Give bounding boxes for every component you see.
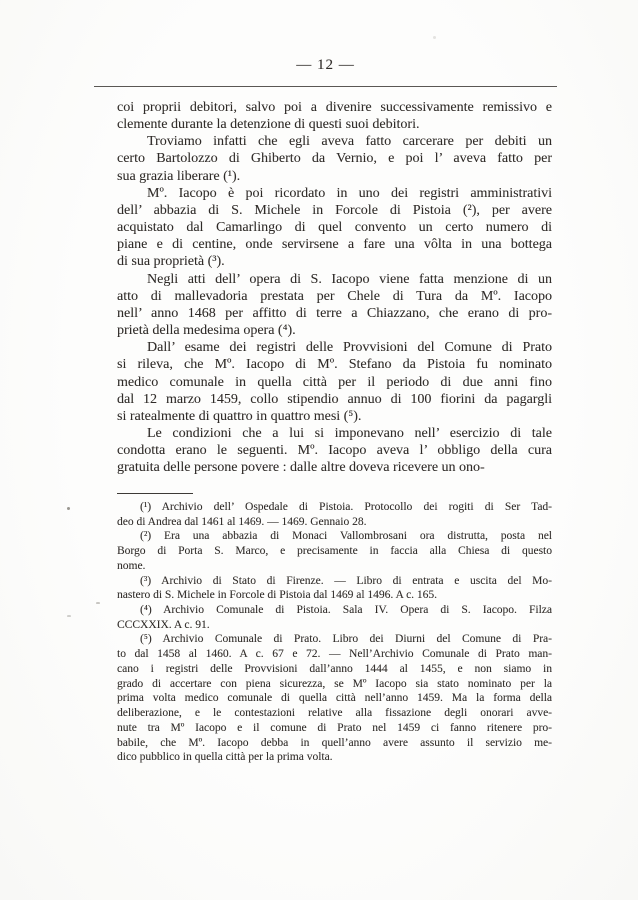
footnotes <box>117 500 552 765</box>
text-line: condotta erano le seguenti. Mº. Iacopo aveva l’ obbligo della cura <box>117 443 552 459</box>
text-line: nome. <box>117 559 146 572</box>
text-line: prietà della medesima opera (⁴). <box>117 323 296 339</box>
text-line: dico pubblico in quella città per la prima volta. <box>117 751 333 764</box>
text-line: Mº. Iacopo è poi ricordato in uno dei registri amministrativi <box>147 185 552 201</box>
scan-speckle <box>67 615 71 617</box>
text-line: dal 12 marzo 1459, collo stipendio annuo di 100 fiorini da pagargli <box>117 391 552 407</box>
text-line: Borgo di Porta S. Marco, e precisamente in faccia alla Chiesa di questo <box>117 545 552 558</box>
text-line: cano i registri delle Provvisioni dall’anno 1444 al 1455, e non siamo in <box>117 662 552 675</box>
text-line: CCCXXIX. A c. 91. <box>117 618 210 631</box>
text-line: (²) Era una abbazia di Monaci Vallombrosani ora distrutta, posta nel <box>140 530 552 543</box>
text-line: clemente durante la detenzione di questi suoi debitori. <box>117 117 420 133</box>
text-line: acquistato dal Camarlingo di quel convento un certo numero di <box>117 220 552 236</box>
text-line: medico comunale in quella città per il periodo di due anni fino <box>117 374 552 390</box>
footnote-divider <box>117 493 193 494</box>
body-text <box>117 99 552 476</box>
text-line: (⁴) Archivio Comunale di Pistoia. Sala IV. Opera di S. Iacopo. Filza <box>140 604 552 617</box>
scan-speckle <box>96 602 100 604</box>
text-line: dell’ abbazia di S. Michele in Forcole di Pistoia (²), per avere <box>117 202 552 218</box>
text-line: (¹) Archivio dell’ Ospedale di Pistoia. Protocollo dei rogiti di Ser Tad- <box>140 501 552 513</box>
text-line: Negli atti dell’ opera di S. Iacopo viene fatta menzione di un <box>147 271 552 287</box>
text-line: (⁵) Archivio Comunale di Prato. Libro dei Diurni del Comune di Pra- <box>140 633 552 646</box>
text-line: babile, che Mº. Iacopo debba in quell’anno avere assunto il servizio me- <box>117 736 552 749</box>
text-line: deliberazione, e le contestazioni relative alla fissazione degli onorari avve- <box>117 707 552 720</box>
text-line: Le condizioni che a lui si imponevano nell’ esercizio di tale <box>147 425 552 441</box>
text-line: coi proprii debitori, salvo poi a divenire successivamente remissivo e <box>117 100 552 115</box>
text-line: sua grazia liberare (¹). <box>117 168 241 184</box>
scan-speckle <box>67 507 70 510</box>
text-line: si rileva, che Mº. Iacopo di Mº. Stefano da Pistoia fu nominato <box>117 357 552 373</box>
scan-speckle <box>433 36 436 39</box>
text-line: (³) Archivio di Stato di Firenze. — Libro di entrata e uscita del Mo- <box>140 574 552 587</box>
text-line: piane e di centine, onde servirsene a fare una vôlta in una bottega <box>117 237 552 253</box>
text-line: prima volta medico comunale di quella città nell’anno 1459. Ma la forma della <box>117 692 552 705</box>
text-line: si ratealmente di quattro in quattro mesi (⁵). <box>117 408 362 424</box>
text-line: nell’ anno 1468 per affitto di terre a Chiazzano, che erano di pro- <box>117 305 552 321</box>
page-number: — 12 — <box>296 57 355 73</box>
header-rule <box>94 86 557 87</box>
text-line: nute tra Mº Iacopo e il comune di Prato nel 1459 ci fanno ritenere pro- <box>117 721 552 734</box>
text-line: nastero di S. Michele in Forcole di Pistoia dal 1469 al 1496. A c. 165. <box>117 589 438 602</box>
text-line: gratuita delle persone povere : dalle altre doveva ricevere un ono- <box>117 460 485 476</box>
text-line: certo Bartolozzo di Ghiberto da Vernio, e poi l’ aveva fatto per <box>117 151 552 167</box>
text-line: grado di accertare con piena sicurezza, se Mº Iacopo sia stato nominato per la <box>117 677 552 690</box>
text-line: to dal 1458 al 1460. A c. 67 e 72. — Nell’Archivio Comunale di Prato man- <box>117 648 552 661</box>
text-line: Dall’ esame dei registri delle Provvisioni del Comune di Prato <box>147 340 552 356</box>
text-line: Troviamo infatti che egli aveva fatto carcerare per debiti un <box>147 134 552 150</box>
text-line: di sua proprietà (³). <box>117 254 225 270</box>
text-line: atto di mallevadoria prestata per Chele di Tura da Mº. Iacopo <box>117 288 552 304</box>
text-line: deo di Andrea dal 1461 al 1469. — 1469. Gennaio 28. <box>117 515 367 528</box>
